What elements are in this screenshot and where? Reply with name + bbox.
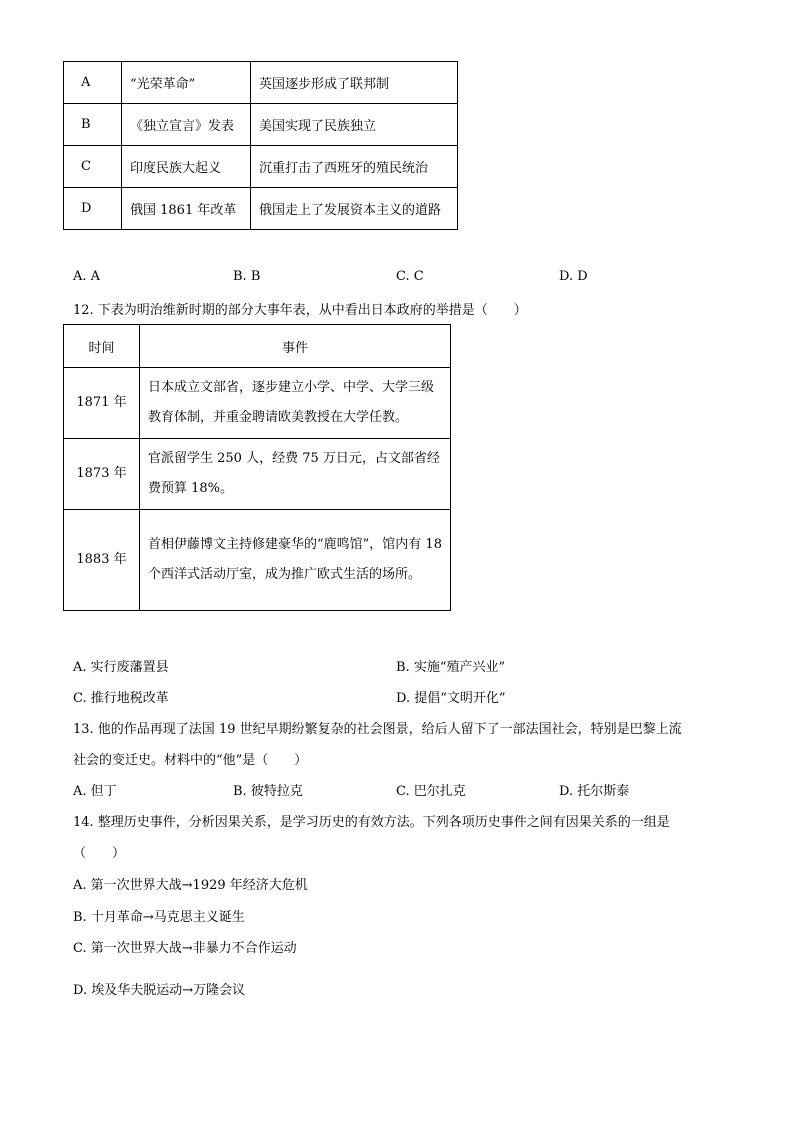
table-row bbox=[64, 104, 458, 146]
q13-option-a[interactable]: A. 但丁 bbox=[73, 784, 117, 799]
q13-option-b[interactable]: B. 彼特拉克 bbox=[233, 784, 303, 799]
q13-option-c[interactable]: C. 巴尔扎克 bbox=[396, 784, 466, 799]
table-row bbox=[64, 510, 451, 611]
q11-option-b[interactable]: B. B bbox=[233, 269, 261, 284]
q14-option-b[interactable]: B. 十月革命→马克思主义诞生 bbox=[73, 910, 245, 925]
row-result: 英国逐步形成了联邦制 bbox=[251, 62, 458, 104]
row-year: 1871 年 bbox=[64, 368, 140, 439]
row-year: 1873 年 bbox=[64, 439, 140, 510]
q12-option-a[interactable]: A. 实行废藩置县 bbox=[73, 660, 169, 675]
table-header-row bbox=[64, 325, 451, 368]
q14-option-d[interactable]: D. 埃及华夫脱运动→万隆会议 bbox=[73, 983, 246, 998]
q13-option-d[interactable]: D. 托尔斯泰 bbox=[559, 784, 630, 799]
row-event-text: 日本成立文部省，逐步建立小学、中学、大学三级教育体制，并重金聘请欧美教授在大学任教。 bbox=[140, 368, 451, 439]
row-letter: B bbox=[64, 104, 122, 146]
row-result: 俄国走上了发展资本主义的道路 bbox=[251, 188, 458, 230]
row-event: 印度民族大起义 bbox=[122, 146, 251, 188]
row-event: 《独立宣言》发表 bbox=[122, 104, 251, 146]
q12-option-c[interactable]: C. 推行地税改革 bbox=[73, 691, 169, 706]
table-row bbox=[64, 188, 458, 230]
q11-option-c[interactable]: C. C bbox=[396, 269, 424, 284]
row-event-text: 官派留学生 250 人，经费 75 万日元，占文部省经费预算 18%。 bbox=[140, 439, 451, 510]
row-event: “光荣革命” bbox=[122, 62, 251, 104]
row-letter: C bbox=[64, 146, 122, 188]
table-row bbox=[64, 368, 451, 439]
table-row bbox=[64, 439, 451, 510]
q14-option-a[interactable]: A. 第一次世界大战→1929 年经济大危机 bbox=[73, 878, 308, 893]
q13-stem-line2: 社会的变迁史。材料中的“他”是（ ） bbox=[73, 753, 308, 768]
row-letter: D bbox=[64, 188, 122, 230]
q12-option-b[interactable]: B. 实施“殖产兴业” bbox=[396, 660, 506, 675]
q14-stem-line2: （ ） bbox=[73, 846, 126, 861]
row-event: 俄国 1861 年改革 bbox=[122, 188, 251, 230]
row-result: 美国实现了民族独立 bbox=[251, 104, 458, 146]
header-time: 时间 bbox=[64, 325, 140, 368]
q14-stem-line1: 14. 整理历史事件，分析因果关系，是学习历史的有效方法。下列各项历史事件之间有因果关系的一组是 bbox=[73, 815, 670, 830]
row-year: 1883 年 bbox=[64, 510, 140, 611]
row-result: 沉重打击了西班牙的殖民统治 bbox=[251, 146, 458, 188]
row-event-text: 首相伊藤博文主持修建豪华的“鹿鸣馆”，馆内有 18 个西洋式活动厅室，成为推广欧式生活的场所。 bbox=[140, 510, 451, 611]
q12-option-d[interactable]: D. 提倡“文明开化” bbox=[396, 691, 506, 706]
q11-option-d[interactable]: D. D bbox=[559, 269, 588, 284]
row-letter: A bbox=[64, 62, 122, 104]
header-event: 事件 bbox=[140, 325, 451, 368]
q11-table bbox=[63, 61, 458, 230]
q11-option-a[interactable]: A. A bbox=[73, 269, 101, 284]
q14-option-c[interactable]: C. 第一次世界大战→非暴力不合作运动 bbox=[73, 941, 297, 956]
table-row bbox=[64, 146, 458, 188]
table-row bbox=[64, 62, 458, 104]
q12-table bbox=[63, 324, 451, 611]
q12-stem: 12. 下表为明治维新时期的部分大事年表，从中看出日本政府的举措是（ ） bbox=[73, 303, 527, 318]
q13-stem-line1: 13. 他的作品再现了法国 19 世纪早期纷繁复杂的社会图景，给后人留下了一部法国社会，特别是巴黎上流 bbox=[73, 722, 682, 737]
